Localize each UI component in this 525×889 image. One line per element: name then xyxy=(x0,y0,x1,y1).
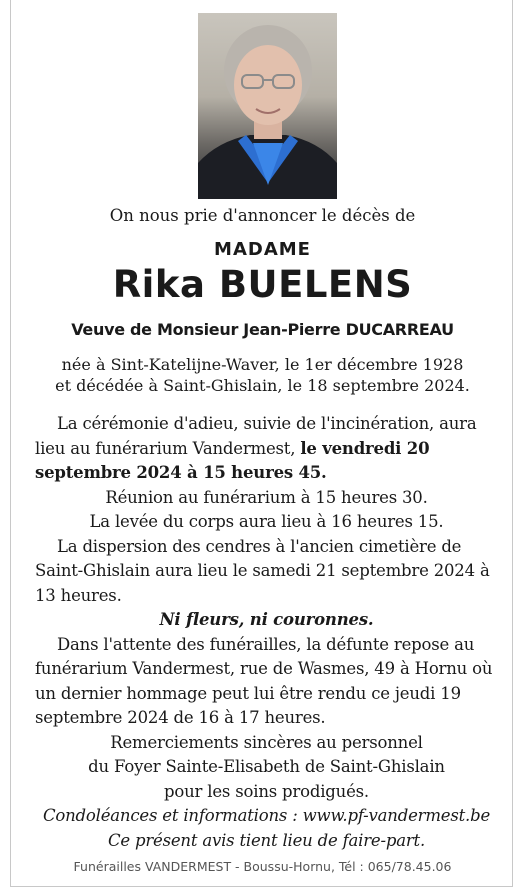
condolences-line: Condoléances et informations : www.pf-vandermest.be xyxy=(42,806,491,825)
ceremony-text: La cérémonie d'adieu, suivie de l'incinération, aura lieu au funérarium Vandermest, xyxy=(35,414,477,458)
notice-line: Ce présent avis tient lieu de faire-part. xyxy=(107,830,426,850)
funeral-home-footer: Funérailles VANDERMEST - Boussu-Hornu, Tél : 065/78.45.06 xyxy=(73,859,452,874)
ceremony-paragraph xyxy=(35,412,498,486)
intro-text: On nous prie d'annoncer le décès de xyxy=(109,206,416,225)
widow-line: Veuve de Monsieur Jean-Pierre DUCARREAU xyxy=(71,320,454,339)
removal-line: La levée du corps aura lieu à 16 heures 15. xyxy=(89,512,444,531)
portrait-photo xyxy=(198,13,337,199)
death-line: et décédée à Saint-Ghislain, le 18 septembre 2024. xyxy=(55,376,470,395)
thanks-line-1: Remerciements sincères au personnel xyxy=(110,732,423,752)
birth-line: née à Sint-Katelijne-Waver, le 1er décembre 1928 xyxy=(61,355,464,374)
no-flowers-line: Ni fleurs, ni couronnes. xyxy=(159,610,374,629)
deceased-name: Rika BUELENS xyxy=(112,263,413,306)
thanks-line-2: du Foyer Sainte-Elisabeth de Saint-Ghislain xyxy=(88,757,445,776)
announcement-body xyxy=(35,412,498,853)
ashes-paragraph: La dispersion des cendres à l'ancien cimetière de Saint-Ghislain aura lieu le samedi 21 septembre 2024 à 13 heures. xyxy=(35,536,490,605)
ceremony-date: le vendredi 20 septembre 2024 à 15 heures 45. xyxy=(35,438,430,482)
birth-death-block xyxy=(20,354,505,396)
viewing-paragraph: Dans l'attente des funérailles, la défunte repose au funérarium Vandermest, rue de Wasmes, 49 à Hornu où un dernier hommage peut lui être rendu ce jeudi 19 septembre 2024 de 16 à 17 heures. xyxy=(35,634,493,727)
thanks-line-3: pour les soins prodigués. xyxy=(164,781,369,801)
meeting-line: Réunion au funérarium à 15 heures 30. xyxy=(105,487,428,507)
title-prefix: MADAME xyxy=(214,239,311,260)
